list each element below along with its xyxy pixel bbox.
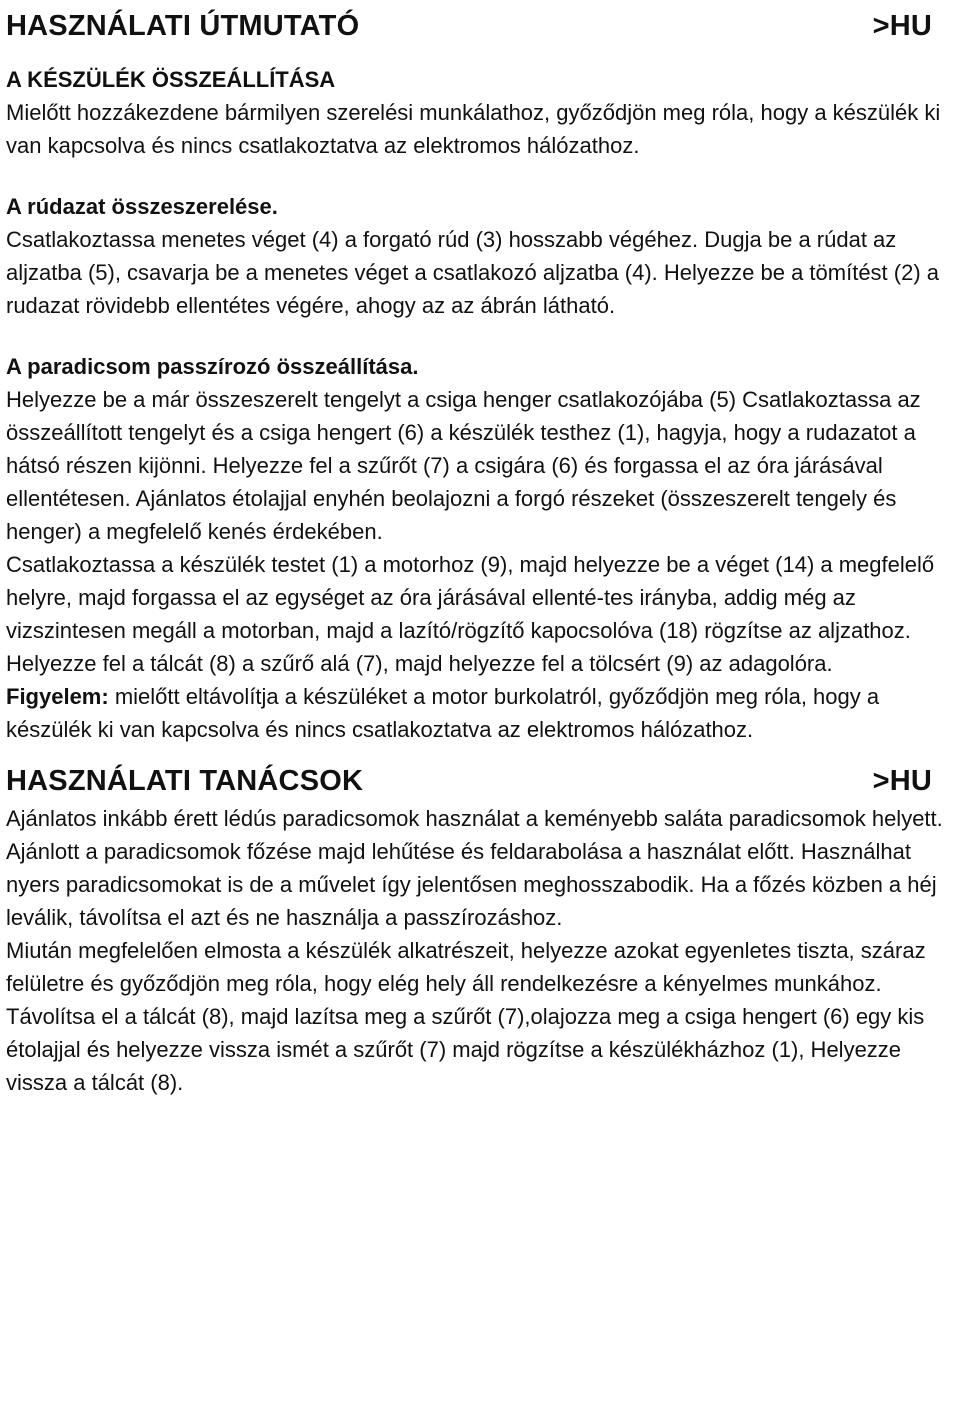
language-tag: >HU <box>872 765 932 797</box>
assembly-intro-text: Mielőtt hozzákezdene bármilyen szerelési munkálathoz, győződjön meg róla, hogy a készülék ki van kapcsolva és nincs csatlakoztatva az elektromos hálózathoz. <box>6 100 941 158</box>
tips-paragraph-1: Ajánlatos inkább érett lédús paradicsomok használat a keményebb saláta paradicsomok helyett. Ajánlott a paradicsomok főzése majd lehűtése és feldarabolása a használat előtt. Használhat nyers paradicsomokat is de a művelet így jelentősen meghosszabodik. Ha a főzés közben a héj leválik, távolítsa el azt és ne használja a passzírozáshoz. <box>6 806 943 930</box>
warning-paragraph <box>6 680 954 746</box>
strainer-assembly-paragraph-3: Helyezze fel a tálcát (8) a szűrő alá (7), majd helyezze fel a tölcsért (9) az adagolóra. <box>6 651 833 676</box>
tips-paragraph-2: Miután megfelelően elmosta a készülék alkatrészeit, helyezze azokat egyenletes tiszta, száraz felületre és győződjön meg róla, hogy elég hely áll rendelkezésre a kényelmes munkához. <box>6 938 926 996</box>
rod-assembly-text: Csatlakoztassa menetes véget (4) a forgató rúd (3) hosszabb végéhez. Dugja be a rúdat az aljzatba (5), csavarja be a menetes véget a csatlakozó aljzatba (4). Helyezze be a tömítést (2) a rudazat rövidebb ellentétes végére, ahogy az az ábrán látható. <box>6 227 940 318</box>
warning-text: mielőtt eltávolítja a készüléket a motor burkolatról, győződjön meg róla, hogy a készülék ki van kapcsolva és nincs csatlakoztatva az elektromos hálózathoz. <box>6 684 880 742</box>
page-title: HASZNÁLATI ÚTMUTATÓ <box>6 10 360 42</box>
section-title: HASZNÁLATI TANÁCSOK <box>6 765 364 797</box>
usage-guide-header <box>6 3 954 43</box>
strainer-assembly-paragraph-2: Csatlakoztassa a készülék testet (1) a motorhoz (9), majd helyezze be a véget (14) a megfelelő helyre, majd forgassa el az egységet az óra járásával ellenté-tes irányba, addig még az vizszintesen megáll a motorban, majd a lazító/rögzítő kapocsolóva (18) rögzítse az aljzathoz. <box>6 552 935 643</box>
warning-label: Figyelem: <box>6 684 109 709</box>
assembly-heading: A KÉSZÜLÉK ÖSSZEÁLLÍTÁSA <box>6 67 336 92</box>
rod-assembly-heading: A rúdazat összeszerelése. <box>6 194 278 219</box>
manual-page <box>6 0 954 1099</box>
strainer-assembly-paragraph-1: Helyezze be a már összeszerelt tengelyt a csiga henger csatlakozójába (5) Csatlakoztassa az összeállított tengelyt és a csiga hengert (6) a készülék testhez (1), hagyja, hogy a rudazatot a hátsó részen kijönni. Helyezze fel a szűrőt (7) a csigára (6) és forgassa el az óra járásával ellentétesen. Ajánlatos étolajjal enyhén beolajozni a forgó részeket (összeszerelt tengely és henger) a megfelelő kenés érdekében. <box>6 387 921 544</box>
strainer-assembly-heading: A paradicsom passzírozó összeállítása. <box>6 354 419 379</box>
usage-tips-header <box>6 758 954 798</box>
language-tag: >HU <box>872 10 932 42</box>
tips-paragraph-3: Távolítsa el a tálcát (8), majd lazítsa meg a szűrőt (7),olajozza meg a csiga hengert (6) egy kis étolajjal és helyezze vissza ismét a szűrőt (7) majd rögzítse a készülékházhoz (1), Helyezze vissza a tálcát (8). <box>6 1004 925 1095</box>
